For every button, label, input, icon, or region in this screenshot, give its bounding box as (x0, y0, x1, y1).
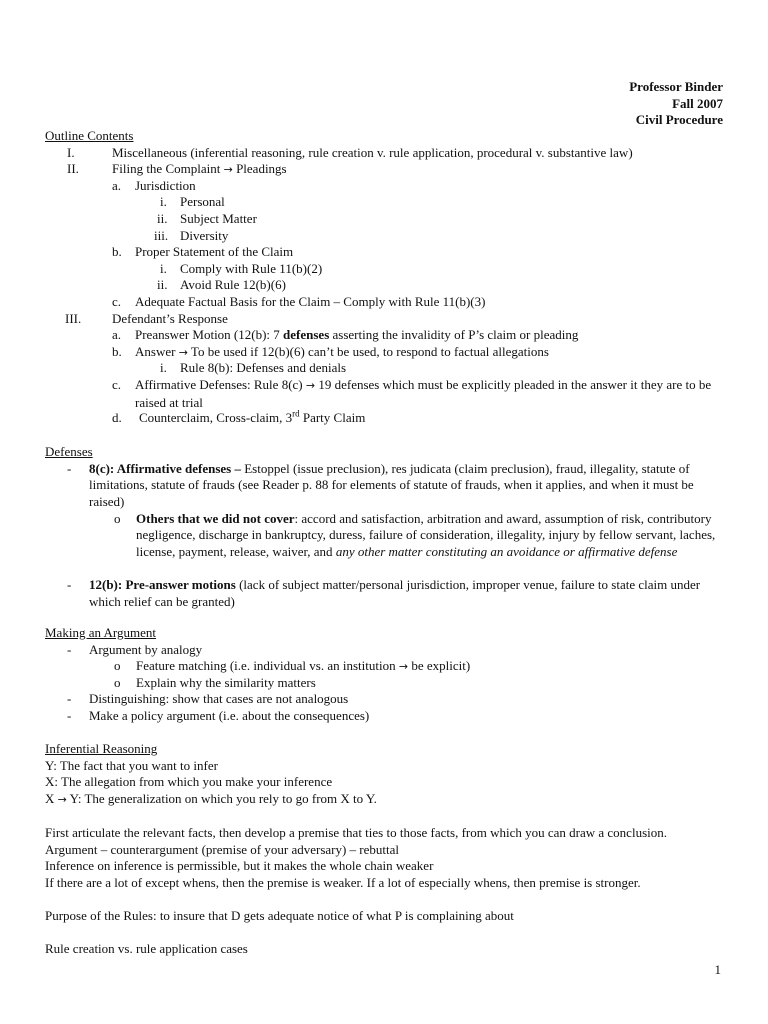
outline-item-III: III. Defendant’s Response (65, 310, 228, 326)
defenses-item-preanswer: - 12(b): Pre-answer motions (lack of subject matter/personal jurisdiction, improper venue, failure to state claim under which relief can be granted) (67, 576, 701, 609)
inferential-line-xy: X → Y: The generalization on which you rely to go from X to Y. (45, 790, 377, 806)
outline-item-II-b-i: i. Comply with Rule 11(b)(2) (160, 260, 323, 276)
inferential-line-x: X: The allegation from which you make your inference (45, 774, 333, 790)
outline-item-III-d: d. Counterclaim, Cross-claim, 3rd Party Claim (112, 408, 366, 426)
paragraph-except-whens: If there are a lot of except whens, then the premise is weaker. If a lot of especially whens, then premise is stronger. (45, 874, 641, 890)
inferential-title: Inferential Reasoning (45, 741, 158, 756)
outline-item-III-c: c. Affirmative Defenses: Rule 8(c) → 19 defenses which must be explicitly pleaded in the answer it they are to be raised at trial (112, 376, 712, 410)
paragraph-purpose: Purpose of the Rules: to insure that D gets adequate notice of what P is complaining about (45, 907, 514, 923)
defenses-section (45, 444, 728, 610)
outline-item-II: II. Filing the Complaint → Pleadings (67, 161, 287, 177)
argument-item-distinguishing: - Distinguishing: show that cases are not analogous (67, 691, 349, 707)
professor-name: Professor Binder (629, 79, 723, 94)
arrow-icon: → (178, 345, 188, 359)
outline-item-II-c: c. Adequate Factual Basis for the Claim – Comply with Rule 11(b)(3) (112, 293, 486, 309)
outline-item-I: I. Miscellaneous (inferential reasoning, rule creation v. rule application, procedural v. substantive law) (67, 144, 633, 160)
page-number: 1 (714, 962, 721, 977)
argument-subitem-similarity: o Explain why the similarity matters (114, 674, 316, 690)
argument-subitem-feature: o Feature matching (i.e. individual vs. an institution → be explicit) (114, 658, 471, 674)
outline-item-II-b-ii: ii. Avoid Rule 12(b)(6) (157, 277, 286, 293)
inferential-line-y: Y: The fact that you want to infer (45, 757, 218, 773)
outline-item-II-a: a. Jurisdiction (112, 177, 196, 193)
argument-section (45, 625, 728, 725)
document-header (629, 79, 723, 129)
argument-title: Making an Argument (45, 625, 156, 640)
outline-item-III-b-i: i. Rule 8(b): Defenses and denials (160, 360, 347, 376)
outline-item-II-a-ii: ii. Subject Matter (157, 210, 257, 226)
outline-title: Outline Contents (45, 128, 134, 143)
paragraph-premise: First articulate the relevant facts, then develop a premise that ties to those facts, from which you can draw a conclusion. (45, 824, 667, 840)
arrow-icon: → (223, 163, 233, 177)
course-name: Civil Procedure (635, 112, 723, 128)
arrow-icon: → (398, 660, 409, 674)
inferential-section (45, 741, 728, 958)
outline-item-III-b: b. Answer → To be used if 12(b)(6) can’t be used, to respond to factual allegations (112, 343, 549, 359)
paragraph-argument: Argument – counterargument (premise of your adversary) – rebuttal (45, 841, 400, 857)
arrow-icon: → (57, 792, 67, 806)
outline-item-II-a-i: i. Personal (160, 194, 225, 210)
outline-item-II-b: b. Proper Statement of the Claim (112, 244, 294, 260)
term: Fall 2007 (672, 95, 723, 111)
argument-item-analogy: - Argument by analogy (67, 641, 203, 657)
defenses-subitem-not-covered: o Others that we did not cover: accord and satisfaction, arbitration and award, assumption of risk, contributory negligence, discharge in bankruptcy, duress, failure of consideration, illegality, injury by fellow servant, laches, license, payment, release, waiver, and any other matter constituting an avoidance or affirmative defense (114, 510, 716, 559)
outline-item-II-a-iii: iii. Diversity (154, 227, 229, 243)
arrow-icon: → (305, 378, 316, 392)
outline-section (45, 128, 728, 427)
paragraph-inference: Inference on inference is permissible, but it makes the whole chain weaker (45, 858, 434, 874)
paragraph-rule-creation: Rule creation vs. rule application cases (45, 941, 248, 957)
argument-item-policy: - Make a policy argument (i.e. about the consequences) (67, 707, 370, 723)
outline-item-III-a: a. Preanswer Motion (12(b): 7 defenses asserting the invalidity of P’s claim or pleading (112, 327, 579, 343)
defenses-title: Defenses (45, 444, 93, 459)
defenses-item-affirmative: - 8(c): Affirmative defenses – Estoppel (issue preclusion), res judicata (claim preclusion), fraud, illegality, statute of limitations, statute of frauds (see Reader p. 88 for elements of statute of frauds, when it applies, and when it must be raised) (67, 460, 694, 509)
